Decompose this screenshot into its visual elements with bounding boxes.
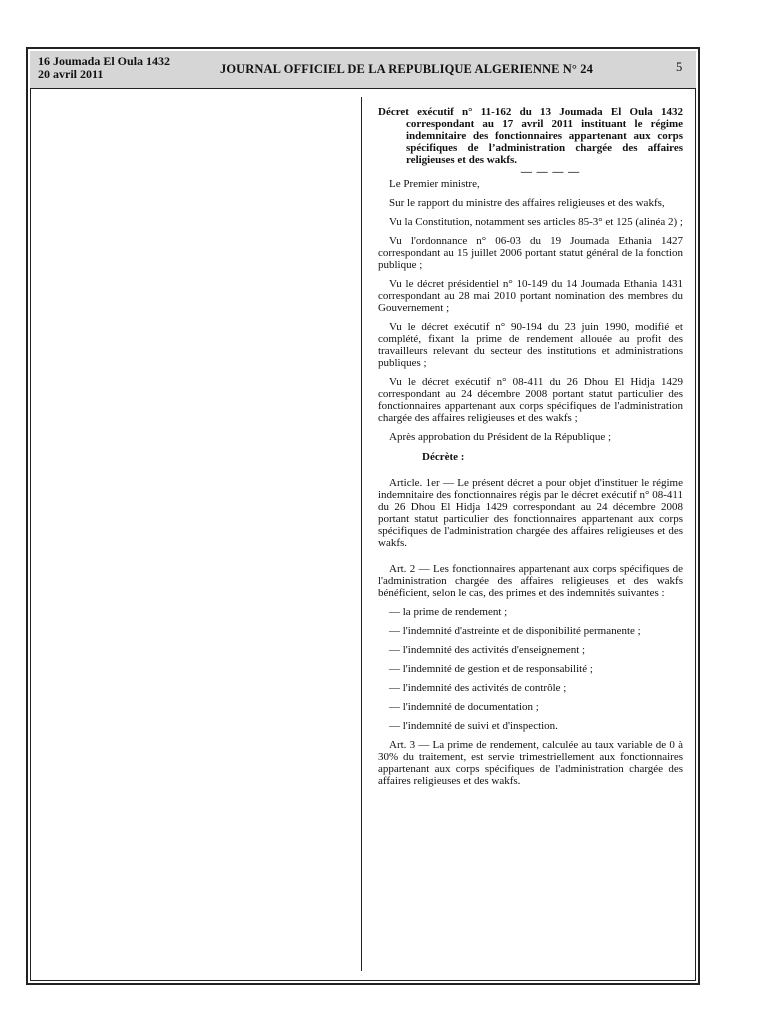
decree-title: Décret exécutif n° 11-162 du 13 Joumada El Oula 1432 correspondant au 17 avril 2011 instituant le régime indemnitaire des fonctionnaires appartenant aux corps spécifiques de l’administration chargée des affaires religieuses et des wakfs. <box>378 106 683 166</box>
preamble-paragraph: Vu la Constitution, notamment ses articles 85-3° et 125 (alinéa 2) ; <box>389 216 683 228</box>
indemnity-list-item: — l'indemnité des activités d'enseignement ; <box>389 644 586 656</box>
header-date <box>38 55 170 81</box>
preamble-paragraph: Le Premier ministre, <box>389 178 480 190</box>
decree-column <box>378 106 683 794</box>
column-divider <box>361 97 362 971</box>
article-3: Art. 3 — La prime de rendement, calculée au taux variable de 0 à 30% du traitement, est servie trimestriellement aux fonctionnaires appartenant aux corps spécifiques de l'administration chargée des affaires religieuses et des wakfs. <box>378 739 683 787</box>
preamble-paragraph: Vu le décret exécutif n° 08-411 du 26 Dhou El Hidja 1429 correspondant au 24 décembre 2008 portant statut particulier des fonctionnaires appartenant aux corps spécifiques de l'administration chargée des affaires religieuses et des wakfs ; <box>378 376 683 424</box>
header-journal-title: JOURNAL OFFICIEL DE LA REPUBLIQUE ALGERIENNE N° 24 <box>220 62 593 76</box>
header-date-hijri: 16 Joumada El Oula 1432 <box>38 54 171 68</box>
header-page-number: 5 <box>676 60 683 74</box>
preamble-paragraph: Sur le rapport du ministre des affaires religieuses et des wakfs, <box>389 197 665 209</box>
indemnity-list-item: — l'indemnité des activités de contrôle ; <box>389 682 567 694</box>
article-2: Art. 2 — Les fonctionnaires appartenant aux corps spécifiques de l'administration chargée des affaires religieuses et des wakfs bénéficient, selon le cas, des primes et des indemnités suivantes : <box>378 563 683 599</box>
indemnity-list-item: — l'indemnité de documentation ; <box>389 701 539 713</box>
indemnity-list-item: — l'indemnité de suivi et d'inspection. <box>389 720 558 732</box>
preamble-paragraph: Vu l'ordonnance n° 06-03 du 19 Joumada Ethania 1427 correspondant au 15 juillet 2006 portant statut général de la fonction publique ; <box>378 235 683 271</box>
preamble-paragraph: Vu le décret présidentiel n° 10-149 du 14 Joumada Ethania 1431 correspondant au 28 mai 2010 portant nomination des membres du Gouvernement ; <box>378 278 683 314</box>
decrete-heading: Décrète : <box>422 451 465 463</box>
journal-header <box>30 51 696 89</box>
indemnity-list-item: — l'indemnité de gestion et de responsabilité ; <box>389 663 593 675</box>
indemnity-list-item: — l'indemnité d'astreinte et de disponibilité permanente ; <box>389 625 641 637</box>
indemnity-list-item: — la prime de rendement ; <box>389 606 508 618</box>
preamble-paragraph: Après approbation du Président de la République ; <box>389 431 612 443</box>
article-1: Article. 1er — Le présent décret a pour objet d'instituer le régime indemnitaire des fonctionnaires régis par le décret exécutif n° 08-411 du 26 Dhou El Hidja 1429 correspondant au 24 décembre 2008 portant statut particulier des fonctionnaires appartenant aux corps spécifiques de l'administration chargée des affaires religieuses et des wakfs. <box>378 477 683 549</box>
title-separator: — — — — <box>520 166 581 178</box>
header-date-gregorian: 20 avril 2011 <box>38 67 104 81</box>
preamble-paragraph: Vu le décret exécutif n° 90-194 du 23 juin 1990, modifié et complété, fixant la prime de rendement allouée au profit des travailleurs relevant du secteur des institutions et administrations publiques ; <box>378 321 683 369</box>
